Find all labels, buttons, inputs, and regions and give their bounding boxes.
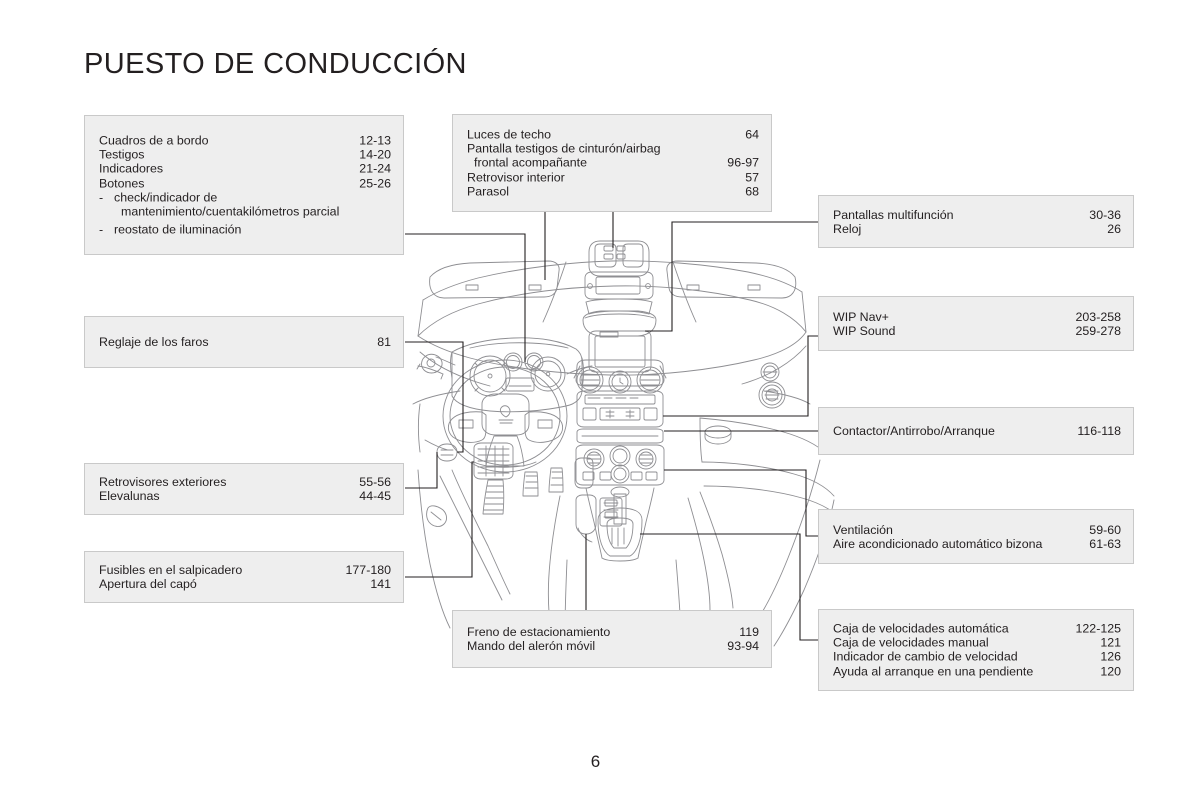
callout-row — [467, 170, 759, 184]
callout-label: Mando del alerón móvil — [467, 639, 596, 653]
callout-label: Retrovisores exteriores — [99, 474, 227, 489]
callout-page: 44-45 — [359, 489, 391, 503]
bullet-text: reostato de iluminación — [114, 222, 242, 237]
callout-page: 57 — [745, 170, 759, 185]
callout-label: Reloj — [833, 221, 862, 236]
bullet-dash: - — [99, 222, 104, 237]
callout-label: Reglaje de los faros — [99, 334, 209, 349]
page-title: PUESTO DE CONDUCCIÓN — [84, 48, 467, 80]
callout-page: 141 — [370, 577, 391, 591]
callout-page: 116-118 — [1077, 423, 1121, 438]
gearbox-callout[interactable] — [818, 609, 1134, 691]
callout-label: WIP Sound — [833, 323, 896, 338]
callout-page: 25-26 — [359, 175, 391, 190]
ignition-callout[interactable] — [818, 407, 1134, 455]
callout-rows — [833, 207, 1121, 235]
callout-row — [833, 222, 1121, 236]
callout-label: Cuadros de a bordo — [99, 133, 209, 148]
instrument-panel-callout[interactable] — [84, 115, 404, 255]
callout-row — [99, 190, 391, 204]
callout-label: Pantallas multifunción — [833, 207, 954, 222]
callout-row — [833, 622, 1121, 636]
callout-row — [99, 577, 391, 591]
callout-label: Ventilación — [833, 522, 893, 537]
callout-row — [467, 127, 759, 141]
callout-label: mantenimiento/cuentakilómetros parcial — [121, 204, 340, 219]
callout-page: 259-278 — [1075, 323, 1121, 338]
callout-row — [833, 522, 1121, 536]
callout-label: WIP Nav+ — [833, 309, 889, 324]
callout-label: Ayuda al arranque en una pendiente — [833, 664, 1034, 679]
callout-rows — [99, 563, 391, 591]
callout-row — [833, 309, 1121, 323]
ventilation-callout[interactable] — [818, 509, 1134, 564]
callout-row — [833, 324, 1121, 338]
callout-page: 14-20 — [359, 147, 391, 162]
callout-page: 81 — [377, 334, 391, 349]
callout-page: 121 — [1100, 635, 1121, 650]
callout-page: 21-24 — [359, 161, 391, 176]
callout-row — [467, 142, 759, 156]
callout-row — [833, 636, 1121, 650]
page-number: 6 — [590, 752, 601, 771]
callout-label: Luces de techo — [467, 127, 552, 142]
callout-page: 59-60 — [1089, 522, 1121, 537]
callout-label: Indicadores — [99, 161, 164, 176]
callout-label — [99, 190, 391, 204]
callout-page: 64 — [745, 127, 759, 142]
callout-rows — [467, 625, 759, 653]
callout-label: Caja de velocidades manual — [833, 635, 989, 650]
callout-page: 68 — [745, 184, 759, 199]
callout-label: Indicador de cambio de velocidad — [833, 650, 1018, 664]
callout-label: Pantalla testigos de cinturón/airbag — [467, 141, 661, 156]
callout-row — [833, 424, 1121, 438]
callout-label: Contactor/Antirrobo/Arranque — [833, 423, 995, 438]
callout-rows — [99, 475, 391, 503]
callout-page: 96-97 — [727, 155, 759, 170]
callout-row — [467, 625, 759, 639]
callout-row — [99, 204, 391, 218]
callout-label: Apertura del capó — [99, 577, 197, 591]
callout-rows — [99, 133, 391, 236]
callout-page: 93-94 — [727, 639, 759, 653]
callout-page: 30-36 — [1089, 207, 1121, 222]
callout-label: Retrovisor interior — [467, 170, 565, 185]
callout-row — [467, 639, 759, 653]
callout-label: Elevalunas — [99, 489, 160, 503]
callout-row — [99, 162, 391, 176]
callout-label: Aire acondicionado automático bizona — [833, 536, 1043, 551]
callout-row — [833, 207, 1121, 221]
callout-page: 203-258 — [1075, 309, 1121, 324]
parking-brake-callout[interactable] — [452, 610, 772, 668]
callout-label: frontal acompañante — [474, 155, 587, 170]
callout-page: 119 — [739, 624, 759, 639]
callout-row — [467, 184, 759, 198]
multifunction-displays-callout[interactable] — [818, 195, 1134, 248]
callout-row — [99, 475, 391, 489]
fuses-bonnet-callout[interactable] — [84, 551, 404, 603]
callout-label: Fusibles en el salpicadero — [99, 562, 243, 577]
callout-label: Testigos — [99, 147, 145, 162]
headlight-adjustment-callout[interactable] — [84, 316, 404, 368]
callout-row — [833, 664, 1121, 678]
callout-row — [99, 176, 391, 190]
callout-row — [467, 156, 759, 170]
bullet-dash: - — [99, 190, 104, 205]
roof-controls-callout[interactable] — [452, 114, 772, 212]
callout-page: 26 — [1107, 221, 1121, 236]
callout-page: 61-63 — [1089, 536, 1121, 551]
callout-row — [99, 563, 391, 577]
callout-page: 122-125 — [1075, 621, 1121, 636]
callout-page: 120 — [1100, 664, 1121, 679]
callout-row — [833, 650, 1121, 664]
callout-page: 126 — [1100, 650, 1121, 664]
callout-row — [99, 223, 391, 237]
callout-label: Freno de estacionamiento — [467, 624, 611, 639]
callout-row — [99, 335, 391, 349]
callout-page: 177-180 — [345, 562, 391, 577]
callout-rows — [833, 309, 1121, 337]
bullet-text: check/indicador de — [114, 190, 218, 205]
callout-page: 12-13 — [359, 133, 391, 148]
callout-rows — [99, 335, 391, 349]
callout-label: Parasol — [467, 184, 510, 199]
mirrors-windows-callout[interactable] — [84, 463, 404, 515]
callout-rows — [833, 424, 1121, 438]
callout-rows — [467, 127, 759, 198]
callout-row — [99, 489, 391, 503]
callout-rows — [833, 522, 1121, 550]
callout-row — [99, 147, 391, 161]
callout-label — [99, 223, 391, 237]
callout-label: Botones — [99, 175, 145, 190]
callout-row — [99, 133, 391, 147]
callout-page: 55-56 — [359, 474, 391, 489]
callout-row — [833, 537, 1121, 551]
wip-systems-callout[interactable] — [818, 296, 1134, 351]
callout-label: Caja de velocidades automática — [833, 621, 1009, 636]
callout-rows — [833, 622, 1121, 679]
